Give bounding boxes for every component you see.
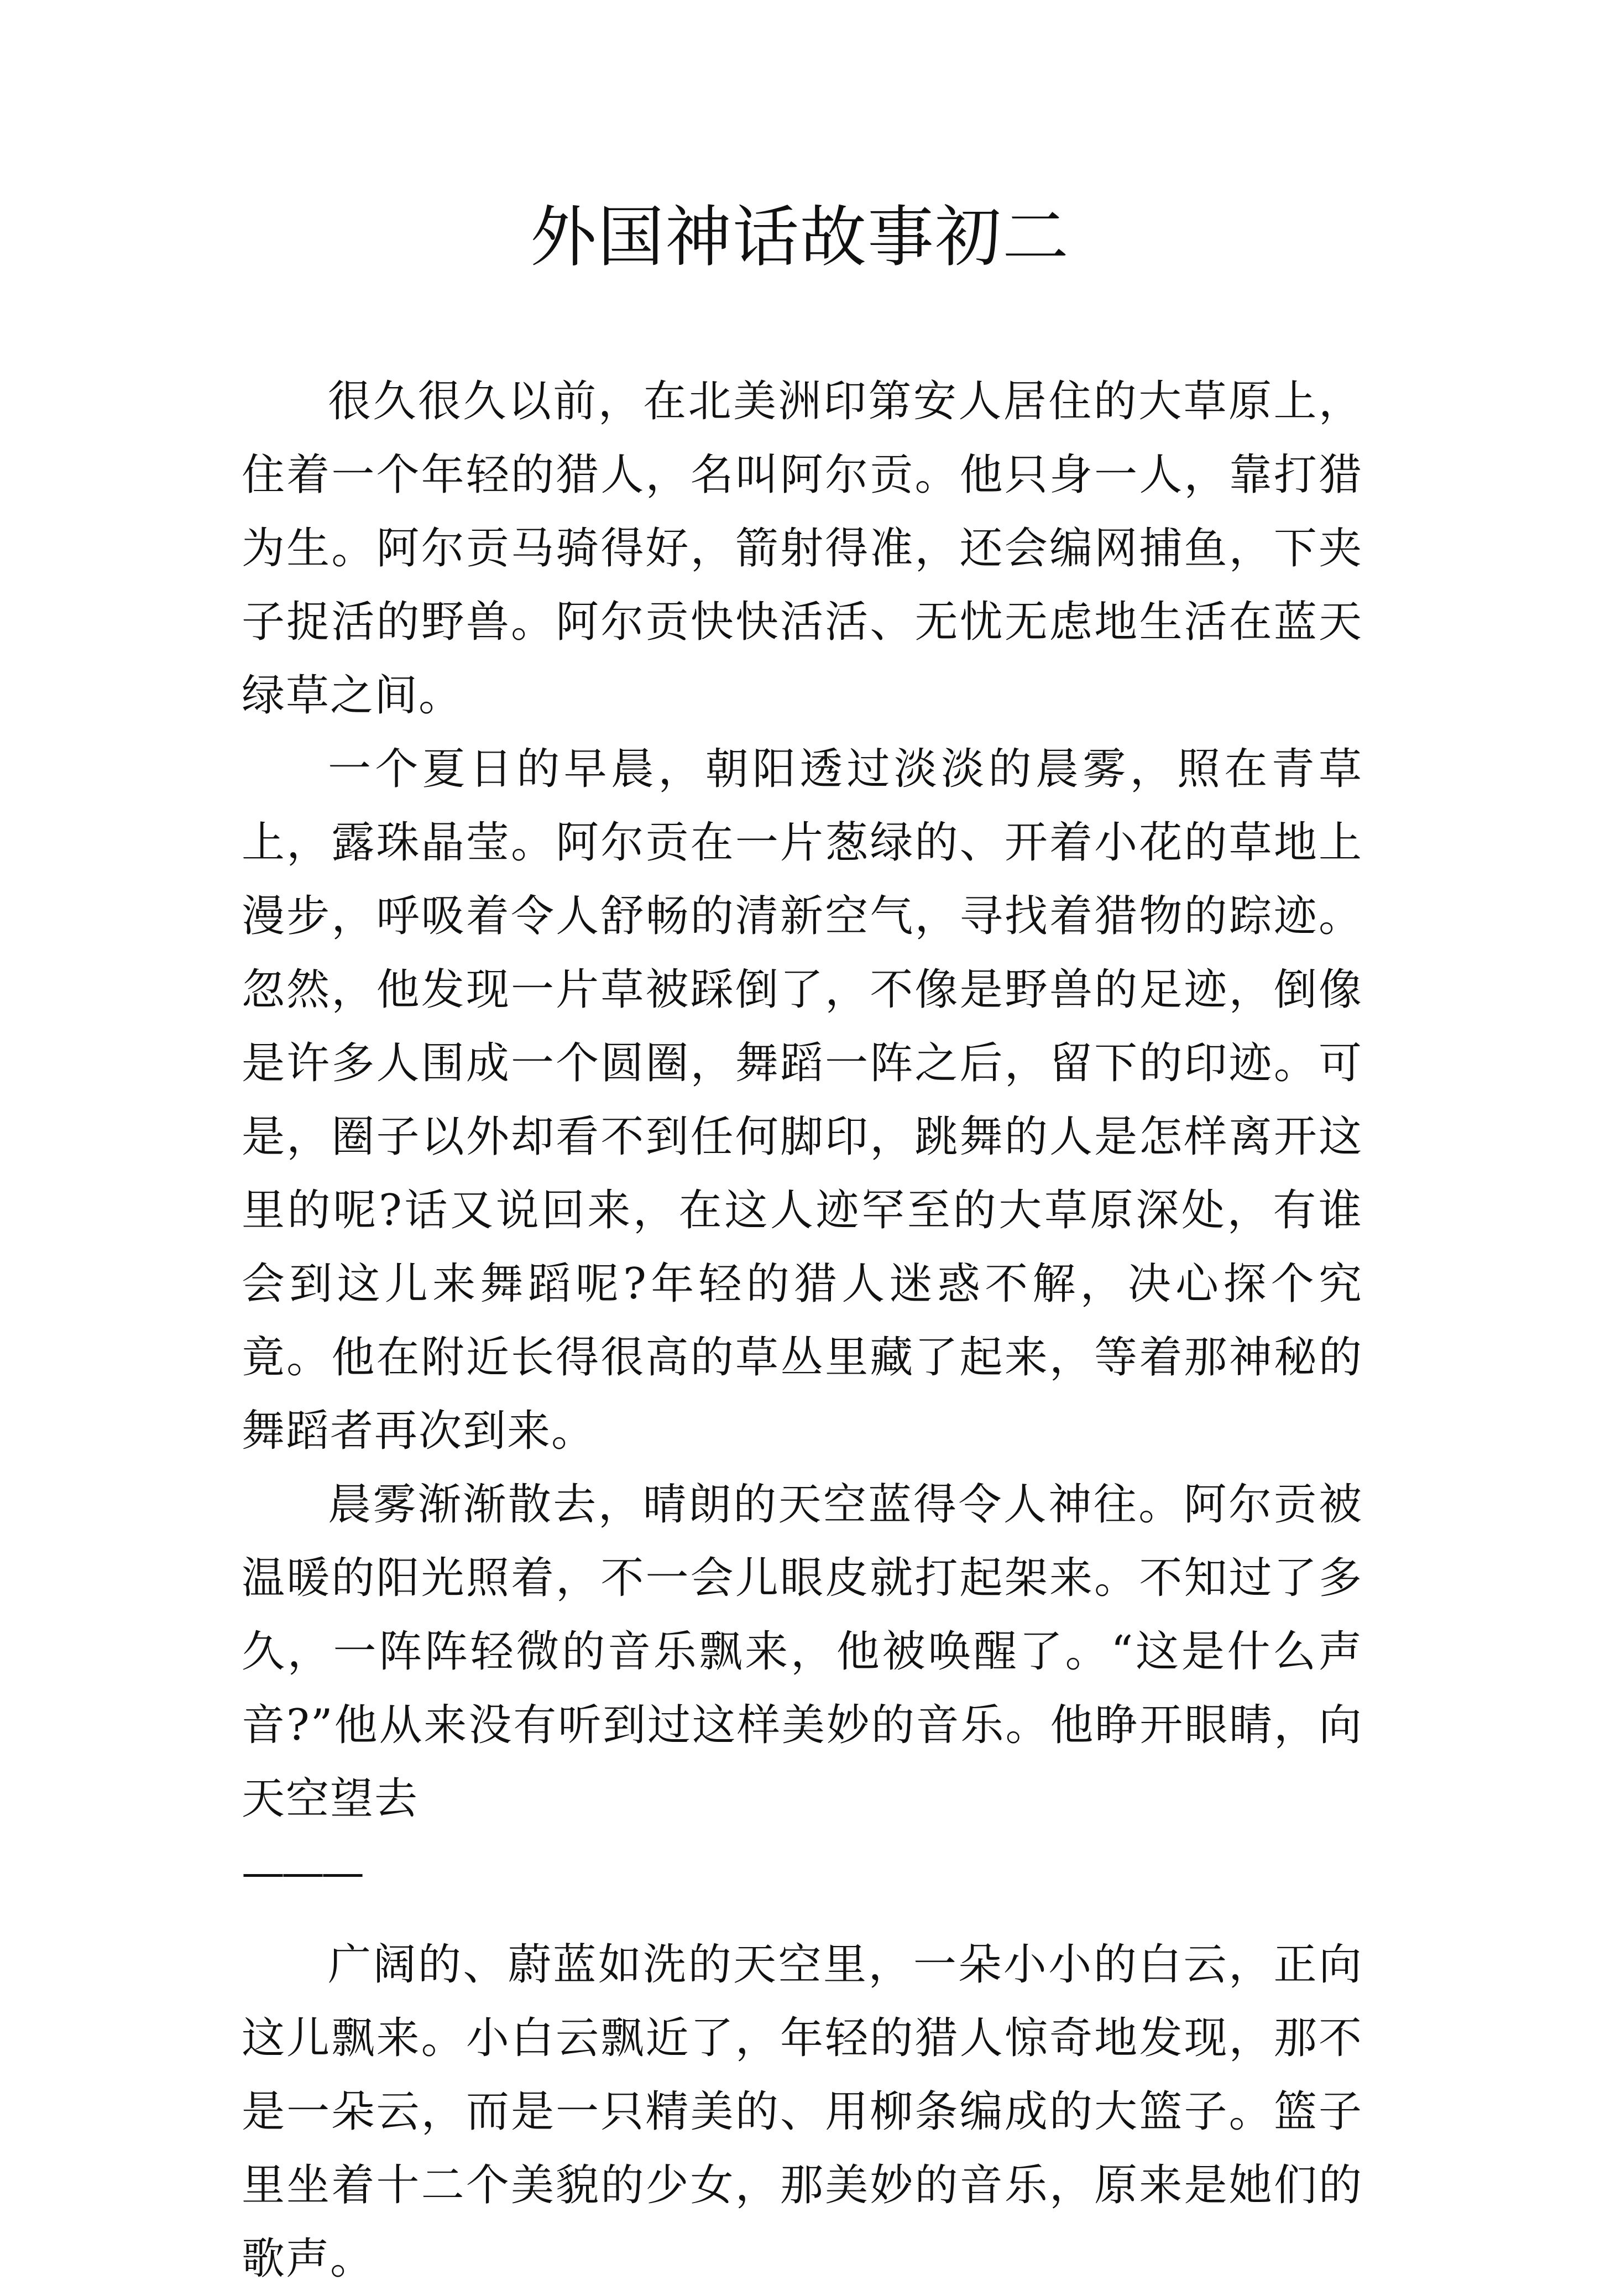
- paragraph-4: 广阔的、蔚蓝如洗的天空里，一朵小小的白云，正向这儿飘来。小白云飘近了，年轻的猎人惊奇地发现，那不是一朵云，而是一只精美的、用柳条编成的大篮子。篮子里坐着十二个美貌的少女，那美妙的音乐，原来是她们的歌声。: [242, 1940, 1363, 2284]
- paragraph-3: 晨雾渐渐散去，晴朗的天空蓝得令人神往。阿尔贡被温暖的阳光照着，不一会儿眼皮就打起架来。不知过了多久，一阵阵轻微的音乐飘来，他被唤醒了。“这是什么声音?”他从来没有听到过这样美妙的音乐。他睁开眼睛，向天空望去: [242, 1480, 1363, 1824]
- document-title: 外国神话故事初二: [530, 199, 1070, 276]
- dash-separator: ———: [242, 1848, 361, 1897]
- paragraph-2: 一个夏日的早晨，朝阳透过淡淡的晨雾，照在青草上，露珠晶莹。阿尔贡在一片葱绿的、开着小花的草地上漫步，呼吸着令人舒畅的清新空气，寻找着猎物的踪迹。忽然，他发现一片草被踩倒了，不像是野兽的足迹，倒像是许多人围成一个圆圈，舞蹈一阵之后，留下的印迹。可是，圈子以外却看不到任何脚印，跳舞的人是怎样离开这里的呢?话又说回来，在这人迹罕至的大草原深处，有谁会到这儿来舞蹈呢?年轻的猎人迷惑不解，决心探个究竟。他在附近长得很高的草丛里藏了起来，等着那神秘的舞蹈者再次到来。: [242, 744, 1363, 1456]
- document-body: [242, 365, 1363, 2296]
- paragraph-1: 很久很久以前，在北美洲印第安人居住的大草原上，住着一个年轻的猎人，名叫阿尔贡。他只身一人，靠打猎为生。阿尔贡马骑得好，箭射得准，还会编网捕鱼，下夹子捉活的野兽。阿尔贡快快活活、无忧无虑地生活在蓝天绿草之间。: [242, 377, 1363, 721]
